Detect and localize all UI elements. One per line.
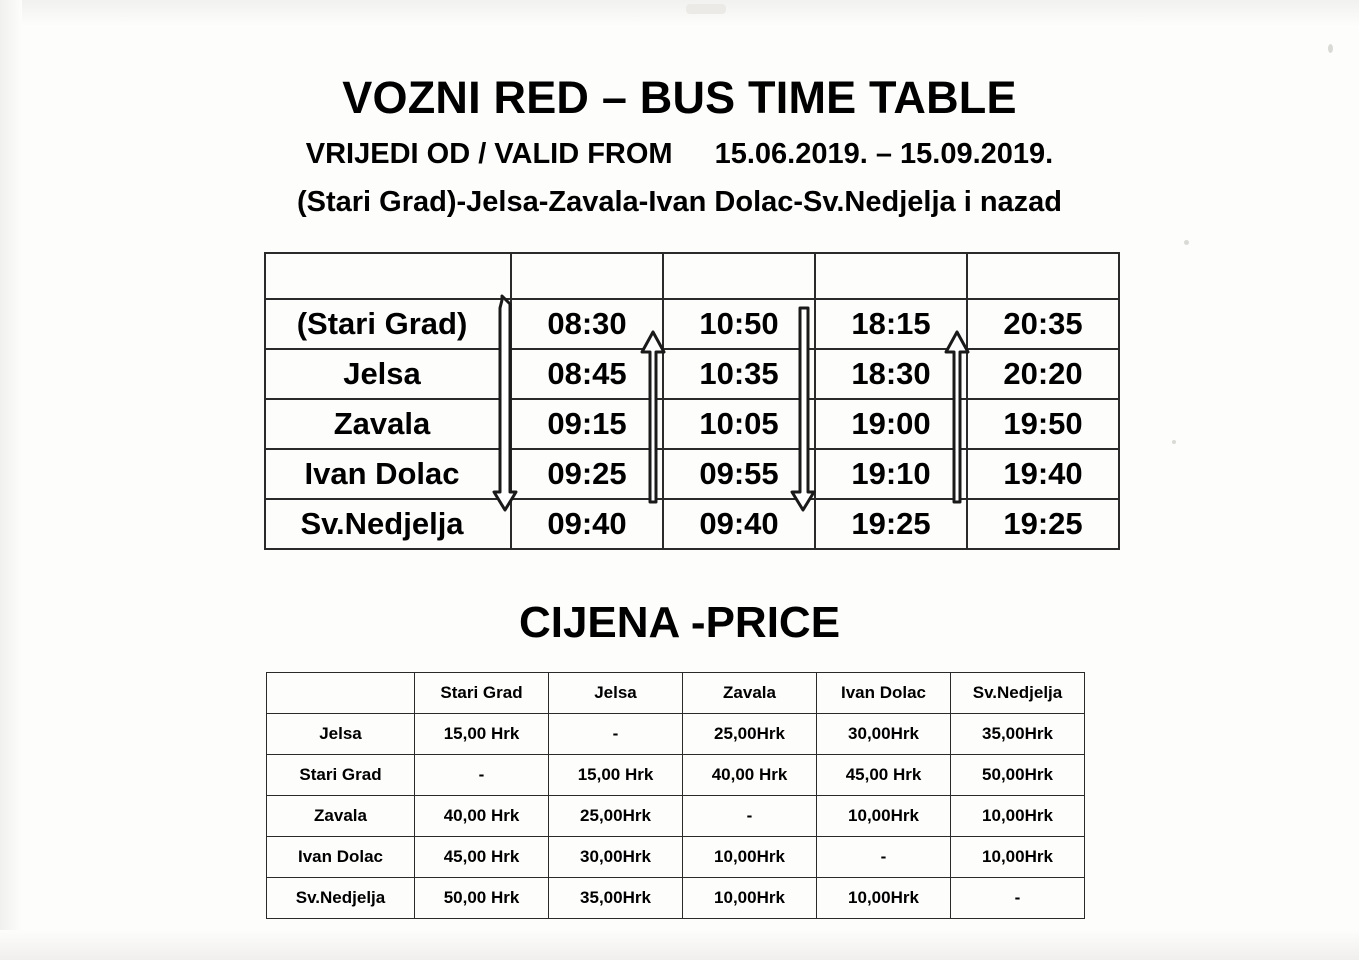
price-cell: 10,00Hrk xyxy=(951,796,1085,837)
validity-label: VRIJEDI OD / VALID FROM xyxy=(305,138,673,170)
timetable-time-cell: 08:45 xyxy=(511,349,663,399)
price-cell: 10,00Hrk xyxy=(817,878,951,919)
timetable-time-cell: 19:50 xyxy=(967,399,1119,449)
price-cell: - xyxy=(951,878,1085,919)
price-cell: 35,00Hrk xyxy=(951,714,1085,755)
timetable-time-cell: 09:40 xyxy=(663,499,815,549)
timetable xyxy=(264,252,1120,550)
price-section-title: CIJENA -PRICE xyxy=(518,598,841,647)
timetable-stop-name: (Stari Grad) xyxy=(265,299,511,349)
validity-line xyxy=(0,138,1359,171)
timetable-header-cell xyxy=(511,253,663,299)
price-cell: 25,00Hrk xyxy=(683,714,817,755)
price-table-column-header: Zavala xyxy=(683,673,817,714)
timetable-time-cell: 09:40 xyxy=(511,499,663,549)
timetable-stop-name: Jelsa xyxy=(265,349,511,399)
table-row xyxy=(267,878,1085,919)
price-table-corner-cell xyxy=(267,673,415,714)
timetable-header-cell xyxy=(265,253,511,299)
timetable-header-row xyxy=(265,253,1119,299)
price-cell: 25,00Hrk xyxy=(549,796,683,837)
price-table-column-header: Jelsa xyxy=(549,673,683,714)
table-row xyxy=(265,499,1119,549)
timetable-time-cell: 19:10 xyxy=(815,449,967,499)
price-cell: 10,00Hrk xyxy=(817,796,951,837)
price-cell: 50,00 Hrk xyxy=(415,878,549,919)
price-table-column-header: Stari Grad xyxy=(415,673,549,714)
timetable-header-cell xyxy=(663,253,815,299)
timetable-time-cell: 19:25 xyxy=(815,499,967,549)
price-cell: 40,00 Hrk xyxy=(415,796,549,837)
table-row xyxy=(267,837,1085,878)
timetable-time-cell: 19:40 xyxy=(967,449,1119,499)
price-cell: 10,00Hrk xyxy=(683,878,817,919)
table-row xyxy=(265,349,1119,399)
timetable-time-cell: 20:20 xyxy=(967,349,1119,399)
price-table-column-header: Ivan Dolac xyxy=(817,673,951,714)
price-cell: 30,00Hrk xyxy=(817,714,951,755)
table-row xyxy=(267,755,1085,796)
validity-dates: 15.06.2019. – 15.09.2019. xyxy=(714,138,1054,170)
price-table-row-header: Zavala xyxy=(267,796,415,837)
table-row xyxy=(267,796,1085,837)
scan-speck xyxy=(1172,440,1176,444)
price-table-row-header: Sv.Nedjelja xyxy=(267,878,415,919)
timetable-header-cell xyxy=(815,253,967,299)
price-cell: 10,00Hrk xyxy=(683,837,817,878)
price-table-row-header: Ivan Dolac xyxy=(267,837,415,878)
scan-speck xyxy=(1184,240,1189,245)
scan-speck xyxy=(686,4,726,14)
price-cell: - xyxy=(549,714,683,755)
timetable-time-cell: 18:15 xyxy=(815,299,967,349)
price-table-header-row xyxy=(267,673,1085,714)
timetable-time-cell: 10:05 xyxy=(663,399,815,449)
route-line: (Stari Grad)-Jelsa-Zavala-Ivan Dolac-Sv.Nedjelja i nazad xyxy=(296,186,1063,218)
price-table-row-header: Stari Grad xyxy=(267,755,415,796)
price-table xyxy=(266,672,1085,919)
price-cell: 45,00 Hrk xyxy=(415,837,549,878)
scan-shading-bottom xyxy=(0,930,1359,960)
timetable-time-cell: 20:35 xyxy=(967,299,1119,349)
timetable-stop-name: Zavala xyxy=(265,399,511,449)
timetable-time-cell: 09:55 xyxy=(663,449,815,499)
price-cell: 30,00Hrk xyxy=(549,837,683,878)
timetable-time-cell: 19:00 xyxy=(815,399,967,449)
timetable-time-cell: 08:30 xyxy=(511,299,663,349)
table-row xyxy=(265,399,1119,449)
price-cell: 15,00 Hrk xyxy=(415,714,549,755)
timetable-stop-name: Ivan Dolac xyxy=(265,449,511,499)
timetable-header-cell xyxy=(967,253,1119,299)
price-cell: - xyxy=(415,755,549,796)
price-cell: - xyxy=(683,796,817,837)
price-cell: 10,00Hrk xyxy=(951,837,1085,878)
price-cell: 50,00Hrk xyxy=(951,755,1085,796)
timetable-time-cell: 10:35 xyxy=(663,349,815,399)
timetable-time-cell: 09:15 xyxy=(511,399,663,449)
table-row xyxy=(267,714,1085,755)
table-row xyxy=(265,299,1119,349)
timetable-time-cell: 09:25 xyxy=(511,449,663,499)
timetable-time-cell: 18:30 xyxy=(815,349,967,399)
timetable-time-cell: 10:50 xyxy=(663,299,815,349)
page-title: VOZNI RED – BUS TIME TABLE xyxy=(342,72,1017,123)
price-table-row-header: Jelsa xyxy=(267,714,415,755)
scan-speck xyxy=(1328,44,1333,53)
price-cell: 15,00 Hrk xyxy=(549,755,683,796)
price-cell: 35,00Hrk xyxy=(549,878,683,919)
price-cell: 40,00 Hrk xyxy=(683,755,817,796)
scan-shading-top xyxy=(0,0,1359,26)
price-table-column-header: Sv.Nedjelja xyxy=(951,673,1085,714)
timetable-time-cell: 19:25 xyxy=(967,499,1119,549)
timetable-stop-name: Sv.Nedjelja xyxy=(265,499,511,549)
price-cell: - xyxy=(817,837,951,878)
table-row xyxy=(265,449,1119,499)
price-cell: 45,00 Hrk xyxy=(817,755,951,796)
